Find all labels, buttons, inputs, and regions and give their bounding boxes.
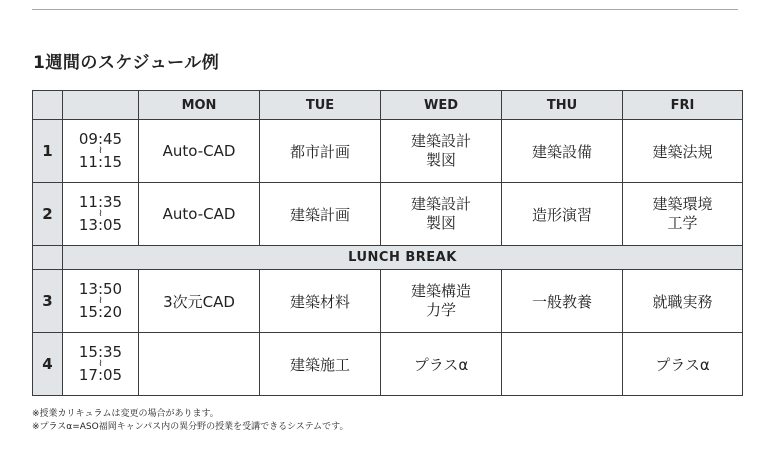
end-time: 13:05 <box>78 216 123 234</box>
end-time: 15:20 <box>78 303 123 321</box>
class-cell: 建築環境 工学 <box>623 183 743 246</box>
class-cell: 建築施工 <box>260 333 381 396</box>
footnotes <box>32 408 348 434</box>
header-row <box>33 91 743 120</box>
class-cell: 建築設計 製図 <box>381 120 502 183</box>
day-header: THU <box>502 91 623 120</box>
range-tilde: ≀ <box>98 295 103 306</box>
header-corner <box>33 91 63 120</box>
schedule-table <box>32 90 743 396</box>
start-time: 15:35 <box>78 343 123 361</box>
range-tilde: ≀ <box>98 145 103 156</box>
class-cell <box>502 333 623 396</box>
class-cell <box>139 333 260 396</box>
class-cell: 建築材料 <box>260 270 381 333</box>
start-time: 13:50 <box>78 280 123 298</box>
lunch-break-label: LUNCH BREAK <box>63 246 743 270</box>
range-tilde: ≀ <box>98 358 103 369</box>
class-cell: 就職実務 <box>623 270 743 333</box>
start-time: 09:45 <box>78 130 123 148</box>
class-cell: 建築設備 <box>502 120 623 183</box>
class-cell: 建築設計 製図 <box>381 183 502 246</box>
end-time: 11:15 <box>78 153 123 171</box>
period-row <box>33 183 743 246</box>
period-number: 2 <box>33 183 63 246</box>
time-range <box>63 120 139 183</box>
period-number: 1 <box>33 120 63 183</box>
day-header: TUE <box>260 91 381 120</box>
period-number: 4 <box>33 333 63 396</box>
time-range <box>63 183 139 246</box>
day-header: WED <box>381 91 502 120</box>
lunch-lead-cell <box>33 246 63 270</box>
period-number: 3 <box>33 270 63 333</box>
page-title: 1週間のスケジュール例 <box>33 53 220 73</box>
class-cell: Auto-CAD <box>139 120 260 183</box>
start-time: 11:35 <box>78 193 123 211</box>
class-cell: 一般教養 <box>502 270 623 333</box>
class-cell: プラスα <box>381 333 502 396</box>
lunch-row <box>33 246 743 270</box>
class-cell: 3次元CAD <box>139 270 260 333</box>
class-cell: Auto-CAD <box>139 183 260 246</box>
time-range <box>63 270 139 333</box>
footnote: ※授業カリキュラムは変更の場合があります。 <box>32 409 219 419</box>
time-range <box>63 333 139 396</box>
range-tilde: ≀ <box>98 208 103 219</box>
class-cell: プラスα <box>623 333 743 396</box>
end-time: 17:05 <box>78 366 123 384</box>
class-cell: 造形演習 <box>502 183 623 246</box>
class-cell: 都市計画 <box>260 120 381 183</box>
footnote: ※プラスα=ASO福岡キャンパス内の異分野の授業を受講できるシステムです。 <box>32 422 349 432</box>
period-row <box>33 120 743 183</box>
class-cell: 建築計画 <box>260 183 381 246</box>
day-header: MON <box>139 91 260 120</box>
class-cell: 建築法規 <box>623 120 743 183</box>
day-header: FRI <box>623 91 743 120</box>
class-cell: 建築構造 力学 <box>381 270 502 333</box>
period-row <box>33 270 743 333</box>
period-row <box>33 333 743 396</box>
header-time <box>63 91 139 120</box>
top-divider <box>32 9 738 10</box>
